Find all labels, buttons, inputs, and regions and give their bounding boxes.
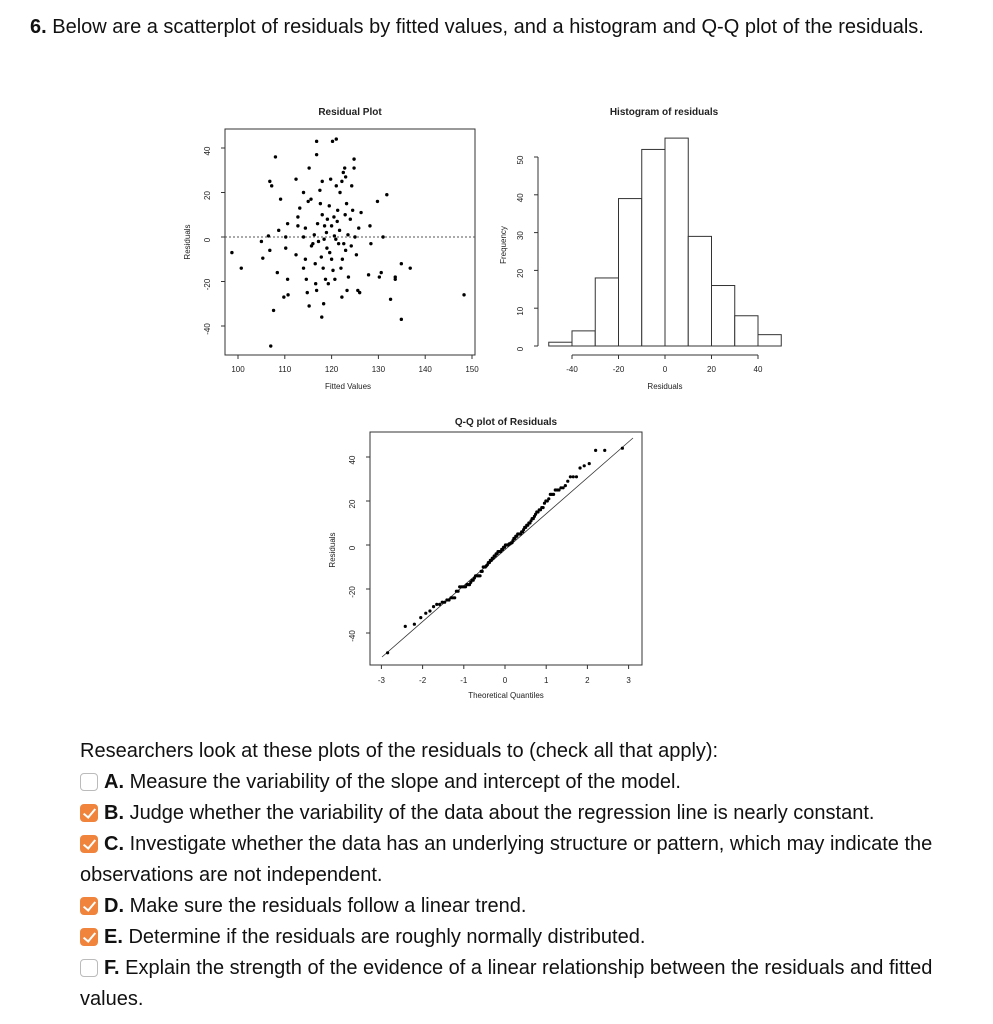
data-point [324,278,327,281]
histogram-bar [619,199,642,346]
x-tick-label: -3 [377,676,385,685]
data-point [322,238,325,241]
checkbox[interactable] [80,897,98,915]
data-point [316,222,319,225]
y-tick-label: 20 [203,191,212,200]
data-point [302,191,305,194]
x-axis-label: Residuals [647,382,683,391]
x-tick-label: 40 [753,365,763,374]
data-point [320,255,323,258]
data-point [381,235,384,238]
data-point [328,251,331,254]
data-point [367,273,370,276]
data-point [338,191,341,194]
answer-section [80,736,980,1015]
data-point [349,218,352,221]
option-c[interactable] [80,829,980,891]
histogram-title: Histogram of residuals [609,107,719,118]
qq-point [542,506,545,509]
option-letter: B. [104,802,124,824]
histogram-bar [735,316,758,346]
qq-point [588,462,591,465]
y-tick-label: -40 [203,323,212,335]
data-point [307,304,310,307]
data-point [335,184,338,187]
y-tick-label: 0 [516,346,525,352]
data-point [315,153,318,156]
data-point [279,197,282,200]
data-point [272,309,275,312]
y-tick-label: -40 [348,630,357,642]
data-point [350,184,353,187]
data-point [334,238,337,241]
x-axis-label: Fitted Values [324,382,372,391]
data-point [284,246,287,249]
qq-point [478,574,481,577]
x-tick-label: 3 [626,676,631,685]
checkbox[interactable] [80,959,98,977]
data-point [286,222,289,225]
data-point [352,166,355,169]
data-point [357,226,360,229]
data-point [400,262,403,265]
data-point [333,278,336,281]
y-tick-label: 20 [348,499,357,509]
qq-point [594,449,597,452]
data-point [355,253,358,256]
data-point [320,315,323,318]
data-point [342,171,345,174]
qq-point [432,605,435,608]
data-point [298,206,301,209]
y-tick-label: 40 [348,455,357,465]
data-point [286,293,289,296]
data-point [270,184,273,187]
data-point [345,289,348,292]
option-text: Explain the strength of the evidence of a linear relationship between the residuals and fitted values. [80,957,933,1010]
data-point [325,231,328,234]
data-point [296,215,299,218]
data-point [302,266,305,269]
data-point [330,224,333,227]
data-point [336,220,339,223]
data-point [389,298,392,301]
histogram-bar [642,149,665,346]
qq-point [438,603,441,606]
data-point [302,235,305,238]
data-point [321,180,324,183]
data-point [358,291,361,294]
data-point [331,269,334,272]
data-point [268,249,271,252]
x-tick-label: 0 [662,365,668,374]
data-point [368,224,371,227]
y-axis-label: Residuals [183,224,192,260]
data-point [230,251,233,254]
data-point [240,266,243,269]
qq-point [404,625,407,628]
y-tick-label: 50 [516,155,525,165]
data-point [328,204,331,207]
data-point [309,197,312,200]
data-point [276,271,279,274]
x-tick-label: 110 [278,365,292,374]
x-axis-label: Theoretical Quantiles [468,691,544,700]
y-tick-label: 10 [516,306,525,316]
data-point [326,218,329,221]
histogram-bar [688,236,711,346]
option-f[interactable] [80,953,980,1015]
qq-point [428,609,431,612]
qq-point [386,651,389,654]
data-point [385,193,388,196]
checkbox[interactable] [80,835,98,853]
data-point [394,278,397,281]
data-point [322,302,325,305]
data-point [315,289,318,292]
option-text: Investigate whether the data has an underlying structure or pattern, which may indicate the observations are not independent. [80,833,933,886]
data-point [343,213,346,216]
data-point [274,155,277,158]
option-text: Make sure the residuals follow a linear trend. [129,895,527,917]
data-point [269,344,272,347]
option-letter: A. [104,771,124,793]
option-text: Judge whether the variability of the data about the regression line is nearly constant. [129,802,875,824]
data-point [277,229,280,232]
data-point [339,266,342,269]
x-tick-label: 120 [324,365,339,374]
qq-point [413,623,416,626]
checkbox[interactable] [80,804,98,822]
histogram-bar [665,138,688,346]
qq-point [621,447,624,450]
qq-point [572,475,575,478]
qq-point [566,480,569,483]
option-d[interactable] [80,891,980,922]
data-point [325,246,328,249]
x-tick-label: 130 [371,365,386,374]
histogram-bar [572,331,595,346]
data-point [319,202,322,205]
data-point [336,209,339,212]
x-tick-label: 20 [707,365,716,374]
x-tick-label: -2 [419,676,427,685]
data-point [342,242,345,245]
data-point [335,137,338,140]
qq-point [547,497,550,500]
data-point [341,258,344,261]
x-tick-label: -1 [460,676,468,685]
x-tick-label: 2 [585,676,590,685]
option-a[interactable] [80,767,980,798]
data-point [400,318,403,321]
y-tick-label: 40 [516,193,525,203]
x-tick-label: 150 [465,365,479,374]
qq-point [453,596,456,599]
qq-reference-line [382,438,633,657]
data-point [304,258,307,261]
x-tick-label: -20 [612,365,625,374]
qq-point [424,612,427,615]
y-tick-label: -20 [348,586,357,598]
y-tick-label: 0 [203,237,212,243]
data-point [352,157,355,160]
data-point [329,177,332,180]
x-tick-label: 1 [543,676,549,685]
data-point [260,240,263,243]
data-point [321,266,324,269]
y-tick-label: 20 [516,268,525,278]
histogram-bar [758,335,781,346]
histogram-bar [712,286,735,346]
data-point [327,282,330,285]
option-letter: E. [104,926,123,948]
option-text: Determine if the residuals are roughly normally distributed. [128,926,646,948]
checkbox[interactable] [80,928,98,946]
option-letter: D. [104,895,124,917]
data-point [307,200,310,203]
data-point [296,224,299,227]
data-point [344,175,347,178]
data-point [462,293,465,296]
data-point [315,140,318,143]
data-point [321,213,324,216]
data-point [294,253,297,256]
data-point [337,242,340,245]
residual-plot-title: Residual Plot [318,107,382,118]
data-point [378,275,381,278]
y-tick-label: 30 [516,231,525,241]
qq-point [569,475,572,478]
histogram-bar [549,342,572,346]
qq-point [564,484,567,487]
data-point [409,266,412,269]
histogram-bar [595,278,618,346]
data-point [345,202,348,205]
data-point [346,233,349,236]
data-point [331,140,334,143]
data-point [338,229,341,232]
data-point [282,295,285,298]
data-point [314,282,317,285]
data-point [343,166,346,169]
y-axis-label: Frequency [499,226,508,264]
question-number: 6. [30,16,47,38]
data-point [347,275,350,278]
y-tick-label: -20 [203,278,212,291]
data-point [268,180,271,183]
qq-point [435,603,438,606]
data-point [313,233,316,236]
data-point [380,271,383,274]
checkbox[interactable] [80,773,98,791]
data-point [314,262,317,265]
y-tick-label: 0 [348,545,357,551]
prompt: Researchers look at these plots of the residuals to (check all that apply): [80,740,719,762]
qq-point [419,616,422,619]
qq-point [603,449,606,452]
y-tick-label: 40 [203,146,212,156]
data-point [369,242,372,245]
data-point [284,235,287,238]
x-tick-label: 0 [502,676,508,685]
data-point [376,200,379,203]
data-point [353,235,356,238]
data-point [323,224,326,227]
data-point [318,189,321,192]
data-point [332,215,335,218]
option-b[interactable] [80,798,980,829]
option-text: Measure the variability of the slope and intercept of the model. [129,771,681,793]
y-axis-label: Residuals [328,532,337,568]
data-point [359,211,362,214]
qq-point [456,590,459,593]
qq-point [575,475,578,478]
data-point [340,180,343,183]
data-point [344,249,347,252]
data-point [267,234,270,237]
data-point [351,209,354,212]
qq-point [552,493,555,496]
option-letter: F. [104,957,120,979]
data-point [261,256,264,259]
data-point [305,278,308,281]
option-e[interactable] [80,922,980,953]
qq-point [578,466,581,469]
data-point [333,234,336,237]
data-point [306,291,309,294]
question-text: Below are a scatterplot of residuals by fitted values, and a histogram and Q-Q plot of the residuals. [52,16,924,38]
data-point [307,166,310,169]
option-letter: C. [104,833,124,855]
data-point [350,244,353,247]
qq-point [583,464,586,467]
x-tick-label: 140 [418,365,432,374]
data-point [310,244,313,247]
data-point [340,295,343,298]
data-point [330,258,333,261]
data-point [294,177,297,180]
qq-plot-title: Q-Q plot of Residuals [454,417,558,428]
data-point [304,226,307,229]
qq-point [481,570,484,573]
x-tick-label: -40 [566,365,578,374]
data-point [317,240,320,243]
x-tick-label: 100 [231,365,245,374]
data-point [286,278,289,281]
